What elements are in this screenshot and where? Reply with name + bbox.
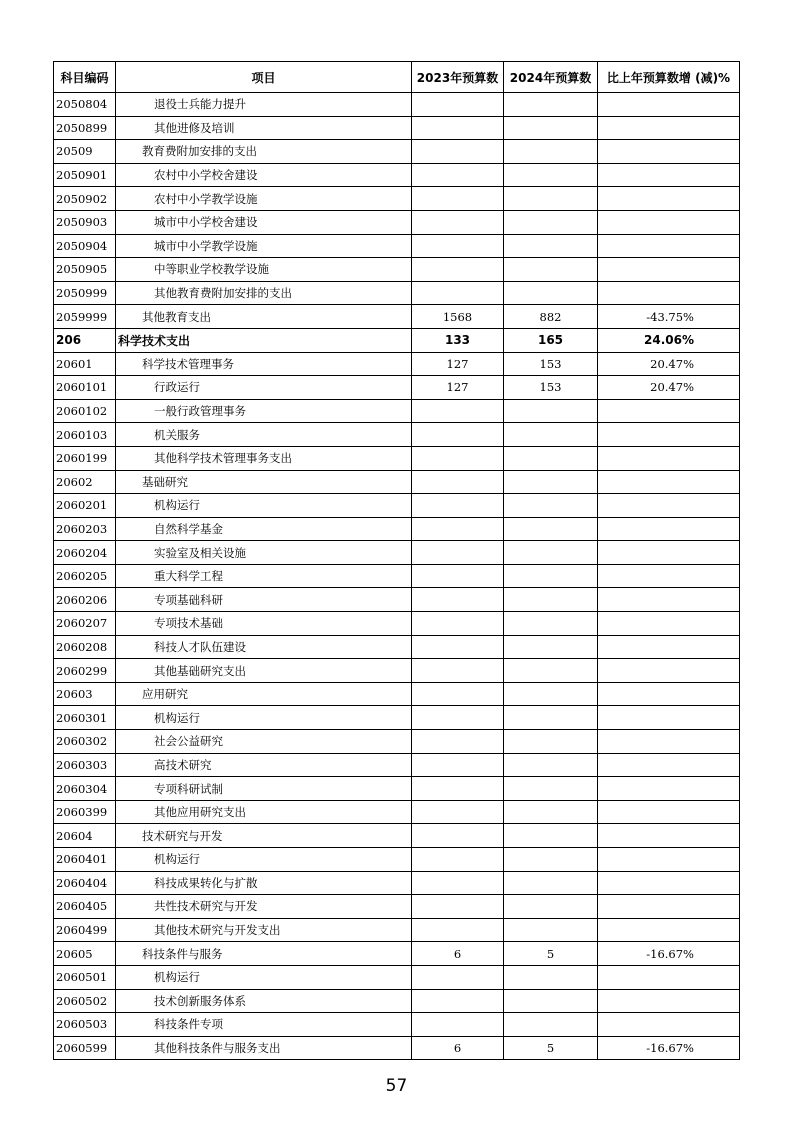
cell-item-name: 农村中小学教学设施 [116,187,412,211]
cell-item-name: 应用研究 [116,682,412,706]
cell-item-name: 共性技术研究与开发 [116,895,412,919]
table-row [54,352,740,376]
cell-item-name: 科技成果转化与扩散 [116,871,412,895]
cell-change-percent [598,588,740,612]
cell-2023-budget [412,399,504,423]
cell-change-percent [598,965,740,989]
cell-2023-budget [412,659,504,683]
table-row [54,140,740,164]
cell-code: 2060199 [54,446,116,470]
cell-2023-budget [412,470,504,494]
table-header-row [54,62,740,93]
cell-change-percent: 20.47% [598,352,740,376]
cell-2023-budget [412,163,504,187]
cell-item-name: 退役士兵能力提升 [116,93,412,117]
table-row [54,376,740,400]
cell-change-percent [598,777,740,801]
table-row [54,494,740,518]
cell-2024-budget [504,965,598,989]
cell-2023-budget: 133 [412,328,504,352]
table-row [54,258,740,282]
cell-2023-budget [412,918,504,942]
cell-change-percent [598,564,740,588]
cell-2024-budget [504,140,598,164]
cell-code: 2060304 [54,777,116,801]
cell-item-name: 科技人才队伍建设 [116,635,412,659]
table-row [54,848,740,872]
cell-code: 2060405 [54,895,116,919]
header-code: 科目编码 [54,62,116,93]
cell-change-percent [598,800,740,824]
budget-table [53,61,740,1060]
cell-item-name: 科学技术支出 [116,328,412,352]
cell-code: 2060102 [54,399,116,423]
cell-code: 2060503 [54,1013,116,1037]
cell-2023-budget [412,446,504,470]
cell-2023-budget [412,777,504,801]
table-row [54,730,740,754]
cell-change-percent [598,423,740,447]
cell-code: 20605 [54,942,116,966]
cell-code: 2060401 [54,848,116,872]
cell-2024-budget [504,777,598,801]
cell-change-percent [598,682,740,706]
table-row [54,612,740,636]
table-row [54,541,740,565]
cell-item-name: 城市中小学教学设施 [116,234,412,258]
cell-code: 2060599 [54,1036,116,1060]
table-body [54,93,740,1060]
cell-item-name: 机构运行 [116,848,412,872]
cell-2024-budget [504,730,598,754]
cell-change-percent [598,541,740,565]
table-row [54,871,740,895]
cell-change-percent [598,281,740,305]
cell-code: 2060207 [54,612,116,636]
cell-2023-budget [412,93,504,117]
cell-2024-budget [504,93,598,117]
cell-item-name: 技术研究与开发 [116,824,412,848]
cell-2024-budget: 5 [504,1036,598,1060]
cell-item-name: 高技术研究 [116,753,412,777]
cell-code: 2050905 [54,258,116,282]
cell-2023-budget [412,965,504,989]
cell-change-percent [598,494,740,518]
cell-change-percent [598,895,740,919]
table-row [54,777,740,801]
table-row [54,682,740,706]
cell-item-name: 基础研究 [116,470,412,494]
cell-item-name: 机构运行 [116,706,412,730]
cell-code: 2059999 [54,305,116,329]
cell-code: 2050899 [54,116,116,140]
cell-2024-budget [504,588,598,612]
cell-code: 20604 [54,824,116,848]
cell-2024-budget: 882 [504,305,598,329]
cell-2023-budget: 127 [412,352,504,376]
header-change-percent: 比上年预算数增 (减)% [598,62,740,93]
cell-2024-budget: 165 [504,328,598,352]
cell-2023-budget [412,258,504,282]
cell-2024-budget [504,281,598,305]
cell-change-percent [598,824,740,848]
cell-code: 2060399 [54,800,116,824]
cell-2023-budget [412,116,504,140]
header-2024-budget: 2024年预算数 [504,62,598,93]
cell-item-name: 中等职业学校教学设施 [116,258,412,282]
cell-code: 2050903 [54,210,116,234]
cell-change-percent [598,730,740,754]
cell-2023-budget: 6 [412,942,504,966]
cell-2024-budget [504,612,598,636]
cell-change-percent [598,446,740,470]
cell-item-name: 其他基础研究支出 [116,659,412,683]
cell-2023-budget [412,1013,504,1037]
cell-change-percent [598,399,740,423]
cell-change-percent [598,210,740,234]
cell-code: 2060303 [54,753,116,777]
cell-2024-budget [504,517,598,541]
cell-code: 2060204 [54,541,116,565]
cell-item-name: 专项基础科研 [116,588,412,612]
table-row [54,918,740,942]
table-row [54,399,740,423]
cell-2023-budget [412,682,504,706]
cell-change-percent [598,470,740,494]
table-row [54,305,740,329]
table-row [54,470,740,494]
cell-item-name: 机关服务 [116,423,412,447]
cell-2023-budget [412,612,504,636]
cell-2023-budget [412,281,504,305]
cell-change-percent [598,635,740,659]
cell-2024-budget [504,706,598,730]
cell-change-percent: 24.06% [598,328,740,352]
cell-item-name: 行政运行 [116,376,412,400]
page-number: 57 [385,1076,408,1096]
cell-2024-budget: 153 [504,376,598,400]
cell-code: 2060201 [54,494,116,518]
table-row [54,234,740,258]
cell-code: 2060404 [54,871,116,895]
cell-2023-budget [412,706,504,730]
table-row [54,635,740,659]
table-row [54,281,740,305]
cell-change-percent: -16.67% [598,1036,740,1060]
cell-2023-budget: 127 [412,376,504,400]
cell-item-name: 农村中小学校舍建设 [116,163,412,187]
table-row [54,1036,740,1060]
cell-item-name: 自然科学基金 [116,517,412,541]
cell-2023-budget [412,800,504,824]
cell-2023-budget [412,848,504,872]
table-row [54,1013,740,1037]
cell-2024-budget [504,116,598,140]
cell-code: 2050901 [54,163,116,187]
cell-code: 2060206 [54,588,116,612]
table-row [54,517,740,541]
cell-2024-budget [504,871,598,895]
cell-2024-budget [504,918,598,942]
cell-code: 2050804 [54,93,116,117]
cell-2023-budget [412,140,504,164]
table-row [54,965,740,989]
cell-2023-budget [412,564,504,588]
table-row [54,588,740,612]
cell-2024-budget [504,635,598,659]
table-row [54,93,740,117]
cell-change-percent [598,517,740,541]
cell-2024-budget [504,210,598,234]
cell-change-percent [598,140,740,164]
cell-item-name: 其他科技条件与服务支出 [116,1036,412,1060]
table-row [54,659,740,683]
cell-code: 2060203 [54,517,116,541]
table-row [54,423,740,447]
cell-code: 2060502 [54,989,116,1013]
cell-code: 206 [54,328,116,352]
table-row [54,446,740,470]
cell-2023-budget [412,753,504,777]
cell-item-name: 教育费附加安排的支出 [116,140,412,164]
cell-item-name: 其他技术研究与开发支出 [116,918,412,942]
cell-code: 2050999 [54,281,116,305]
cell-2023-budget [412,730,504,754]
cell-2024-budget [504,187,598,211]
budget-table-container [53,61,739,1060]
cell-change-percent [598,989,740,1013]
cell-code: 2060103 [54,423,116,447]
cell-code: 2060499 [54,918,116,942]
cell-item-name: 其他应用研究支出 [116,800,412,824]
cell-2024-budget [504,446,598,470]
table-row [54,187,740,211]
table-row [54,895,740,919]
cell-change-percent [598,187,740,211]
table-row [54,942,740,966]
cell-2024-budget [504,423,598,447]
cell-item-name: 专项技术基础 [116,612,412,636]
cell-code: 2060299 [54,659,116,683]
cell-2024-budget [504,399,598,423]
cell-2024-budget [504,800,598,824]
cell-2024-budget [504,989,598,1013]
cell-change-percent [598,871,740,895]
cell-2024-budget [504,659,598,683]
cell-item-name: 科技条件与服务 [116,942,412,966]
cell-code: 20602 [54,470,116,494]
cell-2024-budget [504,895,598,919]
table-row [54,824,740,848]
table-row [54,116,740,140]
cell-item-name: 城市中小学校舍建设 [116,210,412,234]
cell-2023-budget [412,494,504,518]
cell-2023-budget [412,423,504,447]
cell-change-percent [598,1013,740,1037]
cell-2023-budget [412,588,504,612]
cell-change-percent [598,706,740,730]
header-2023-budget: 2023年预算数 [412,62,504,93]
cell-item-name: 机构运行 [116,494,412,518]
cell-2024-budget [504,1013,598,1037]
cell-2023-budget [412,989,504,1013]
cell-2024-budget [504,163,598,187]
table-row [54,163,740,187]
cell-2023-budget [412,210,504,234]
cell-item-name: 重大科学工程 [116,564,412,588]
cell-2023-budget [412,871,504,895]
cell-2024-budget [504,234,598,258]
cell-change-percent [598,918,740,942]
cell-change-percent: 20.47% [598,376,740,400]
cell-code: 20603 [54,682,116,706]
cell-2023-budget [412,187,504,211]
table-row [54,564,740,588]
cell-2023-budget: 6 [412,1036,504,1060]
cell-code: 20509 [54,140,116,164]
cell-code: 2060205 [54,564,116,588]
cell-2024-budget [504,682,598,706]
cell-code: 2060301 [54,706,116,730]
table-row [54,800,740,824]
cell-code: 2060501 [54,965,116,989]
table-row [54,753,740,777]
cell-2024-budget [504,470,598,494]
cell-item-name: 机构运行 [116,965,412,989]
table-row [54,989,740,1013]
cell-change-percent [598,116,740,140]
table-row [54,210,740,234]
cell-2023-budget [412,234,504,258]
cell-2024-budget [504,258,598,282]
cell-2024-budget: 5 [504,942,598,966]
cell-2024-budget [504,494,598,518]
cell-item-name: 其他科学技术管理事务支出 [116,446,412,470]
cell-change-percent: -43.75% [598,305,740,329]
header-item: 项目 [116,62,412,93]
cell-2023-budget [412,824,504,848]
cell-item-name: 一般行政管理事务 [116,399,412,423]
cell-item-name: 科学技术管理事务 [116,352,412,376]
cell-code: 2060101 [54,376,116,400]
cell-2023-budget [412,895,504,919]
cell-2024-budget [504,824,598,848]
cell-code: 20601 [54,352,116,376]
cell-2023-budget [412,517,504,541]
cell-item-name: 其他教育支出 [116,305,412,329]
cell-code: 2050904 [54,234,116,258]
table-row [54,706,740,730]
cell-2023-budget [412,635,504,659]
cell-item-name: 专项科研试制 [116,777,412,801]
cell-2024-budget [504,753,598,777]
cell-item-name: 其他进修及培训 [116,116,412,140]
cell-change-percent [598,258,740,282]
cell-change-percent: -16.67% [598,942,740,966]
cell-2024-budget [504,848,598,872]
cell-change-percent [598,93,740,117]
cell-2023-budget [412,541,504,565]
cell-code: 2060208 [54,635,116,659]
cell-2023-budget: 1568 [412,305,504,329]
cell-change-percent [598,848,740,872]
cell-item-name: 其他教育费附加安排的支出 [116,281,412,305]
cell-item-name: 技术创新服务体系 [116,989,412,1013]
table-row [54,328,740,352]
cell-change-percent [598,753,740,777]
cell-2024-budget [504,541,598,565]
cell-change-percent [598,659,740,683]
cell-item-name: 科技条件专项 [116,1013,412,1037]
cell-code: 2050902 [54,187,116,211]
cell-change-percent [598,612,740,636]
cell-item-name: 社会公益研究 [116,730,412,754]
cell-item-name: 实验室及相关设施 [116,541,412,565]
cell-code: 2060302 [54,730,116,754]
cell-2024-budget: 153 [504,352,598,376]
cell-2024-budget [504,564,598,588]
cell-change-percent [598,163,740,187]
cell-change-percent [598,234,740,258]
